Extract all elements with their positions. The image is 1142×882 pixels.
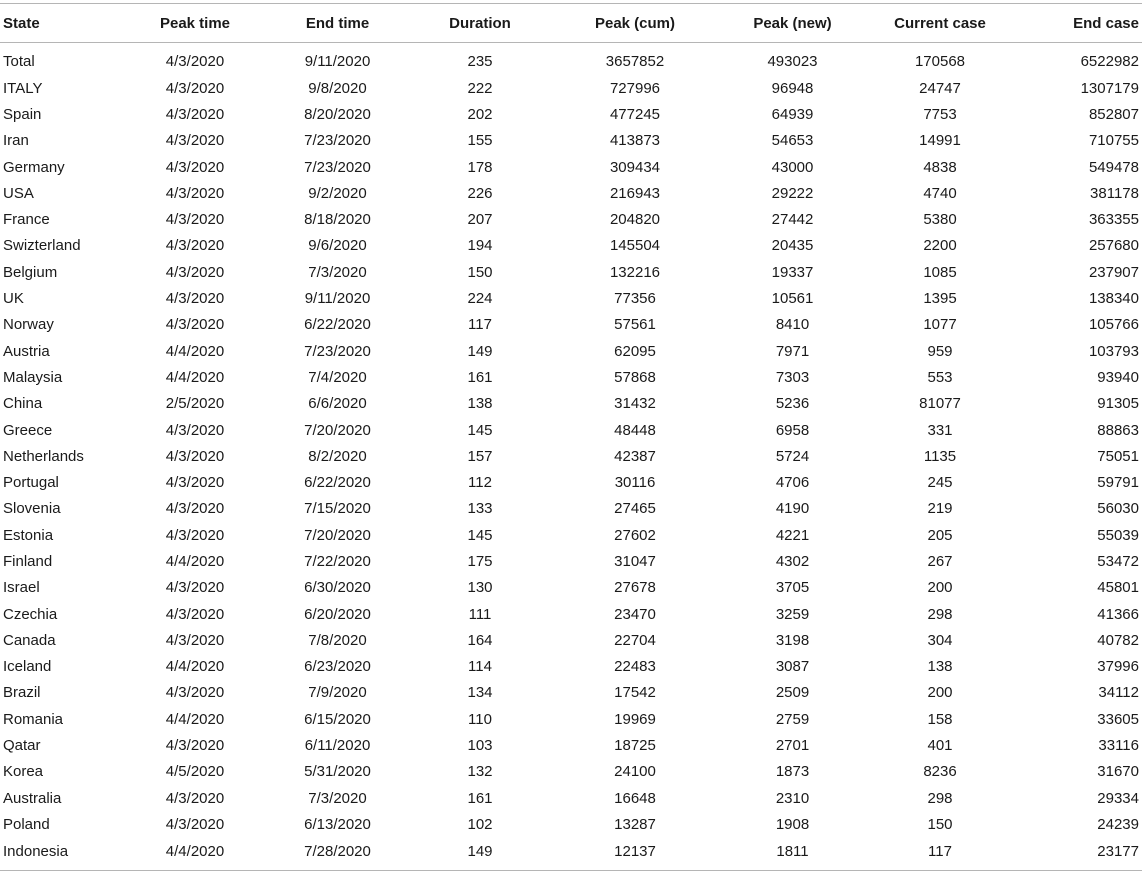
cell-peak-time: 4/3/2020 <box>165 237 225 255</box>
table-row <box>0 785 1142 811</box>
cell-end-time: 6/22/2020 <box>304 316 371 334</box>
cell-end-case: 45801 <box>1097 579 1139 597</box>
cell-peak-new: 64939 <box>771 105 814 123</box>
cell-peak-cum: 42387 <box>614 447 656 465</box>
table-row <box>0 443 1142 469</box>
cell-end-time: 8/2/2020 <box>308 447 367 465</box>
cell-current-case: 200 <box>927 684 953 702</box>
cell-current-case: 331 <box>927 421 953 439</box>
cell-duration: 175 <box>467 552 493 570</box>
cell-state: France <box>3 211 50 229</box>
cell-state: UK <box>3 290 24 308</box>
cell-peak-new: 4302 <box>775 552 810 570</box>
cell-end-time: 7/9/2020 <box>308 684 367 702</box>
cell-peak-time: 4/3/2020 <box>165 184 225 202</box>
cell-peak-time: 4/4/2020 <box>125 838 265 871</box>
table-row <box>0 75 1142 101</box>
cell-peak-new: 29222 <box>771 184 814 202</box>
header-duration: Duration <box>410 4 550 43</box>
cell-end-case: 23177 <box>1015 838 1142 871</box>
cell-current-case: 200 <box>927 579 953 597</box>
cell-peak-time: 4/4/2020 <box>165 710 225 728</box>
table-row <box>0 128 1142 154</box>
cell-peak-cum: 48448 <box>614 421 656 439</box>
cell-peak-new: 4190 <box>775 500 810 518</box>
cell-end-case: 549478 <box>1088 158 1139 176</box>
cell-state: Slovenia <box>3 500 61 518</box>
table-row <box>0 364 1142 390</box>
cell-duration: 134 <box>467 684 493 702</box>
cell-current-case: 2200 <box>923 237 957 255</box>
cell-peak-cum: 57868 <box>614 368 656 386</box>
cell-peak-new: 10561 <box>771 290 814 308</box>
covid-peak-table <box>0 3 1142 871</box>
cell-peak-time: 4/3/2020 <box>165 605 225 623</box>
cell-peak-time: 4/3/2020 <box>165 474 225 492</box>
cell-peak-cum: 31047 <box>614 552 656 570</box>
cell-end-time: 7/3/2020 <box>308 789 367 807</box>
cell-peak-cum: 16648 <box>614 789 656 807</box>
table-row <box>0 391 1142 417</box>
cell-state: Qatar <box>3 737 41 755</box>
cell-current-case: 170568 <box>914 52 966 70</box>
cell-state: Germany <box>3 158 65 176</box>
cell-duration: 157 <box>467 447 493 465</box>
cell-current-case: 1077 <box>923 316 957 334</box>
cell-end-case: 31670 <box>1097 763 1139 781</box>
cell-current-case: 4740 <box>923 184 957 202</box>
cell-peak-time: 4/3/2020 <box>165 158 225 176</box>
header-current-case: Current case <box>865 4 1015 43</box>
cell-peak-new: 2509 <box>775 684 810 702</box>
cell-current-case: 1085 <box>923 263 957 281</box>
cell-current-case: 959 <box>927 342 953 360</box>
cell-state: Canada <box>3 631 56 649</box>
cell-duration: 224 <box>467 290 493 308</box>
cell-peak-new: 7971 <box>775 342 810 360</box>
cell-end-case: 53472 <box>1097 552 1139 570</box>
cell-state: Brazil <box>3 684 41 702</box>
cell-peak-cum: 13287 <box>614 815 656 833</box>
table-row <box>0 838 1142 871</box>
cell-peak-new: 4221 <box>775 526 810 544</box>
cell-duration: 161 <box>467 789 493 807</box>
cell-end-time: 8/18/2020 <box>304 211 371 229</box>
table-row <box>0 338 1142 364</box>
cell-state: Spain <box>3 105 42 123</box>
cell-end-time: 7/23/2020 <box>304 158 371 176</box>
cell-end-case: 59791 <box>1097 474 1139 492</box>
cell-end-time: 7/28/2020 <box>265 838 410 871</box>
cell-end-time: 6/15/2020 <box>304 710 371 728</box>
cell-peak-cum: 216943 <box>609 184 661 202</box>
cell-end-time: 7/15/2020 <box>304 500 371 518</box>
cell-peak-time: 4/3/2020 <box>165 421 225 439</box>
table-row <box>0 469 1142 495</box>
cell-duration: 114 <box>468 658 492 676</box>
cell-end-case: 75051 <box>1097 447 1139 465</box>
cell-peak-cum: 23470 <box>614 605 656 623</box>
cell-peak-cum: 62095 <box>614 342 656 360</box>
table-row <box>0 206 1142 232</box>
cell-state: Portugal <box>3 474 59 492</box>
cell-peak-new: 27442 <box>771 211 814 229</box>
cell-peak-time: 4/4/2020 <box>165 368 225 386</box>
cell-peak-cum: 18725 <box>614 737 656 755</box>
cell-peak-time: 4/3/2020 <box>165 211 225 229</box>
cell-current-case: 150 <box>927 815 953 833</box>
cell-state: Korea <box>3 763 44 781</box>
cell-peak-new: 43000 <box>771 158 814 176</box>
cell-duration: 130 <box>467 579 493 597</box>
table-row <box>0 522 1142 548</box>
cell-state: Belgium <box>3 263 58 281</box>
cell-peak-new: 493023 <box>767 52 818 70</box>
cell-peak-cum: 57561 <box>614 316 656 334</box>
cell-peak-new: 3259 <box>775 605 810 623</box>
cell-end-time: 7/8/2020 <box>308 631 367 649</box>
cell-state: Czechia <box>3 605 58 623</box>
cell-duration: 155 <box>467 132 493 150</box>
cell-peak-time: 4/3/2020 <box>165 263 225 281</box>
header-end-time: End time <box>265 4 410 43</box>
cell-end-case: 29334 <box>1097 789 1139 807</box>
cell-state: Indonesia <box>0 838 125 871</box>
cell-peak-cum: 24100 <box>614 763 656 781</box>
cell-current-case: 401 <box>927 737 953 755</box>
cell-end-time: 7/22/2020 <box>304 552 371 570</box>
cell-state: Australia <box>3 789 62 807</box>
cell-peak-time: 4/4/2020 <box>165 658 225 676</box>
cell-end-case: 1307179 <box>1080 79 1139 97</box>
header-state: State <box>0 4 125 43</box>
cell-peak-new: 8410 <box>775 316 810 334</box>
cell-end-time: 9/8/2020 <box>308 79 367 97</box>
table-row <box>0 154 1142 180</box>
cell-state: Swizterland <box>3 237 81 255</box>
cell-end-time: 5/31/2020 <box>304 763 371 781</box>
cell-duration: 161 <box>467 368 493 386</box>
cell-duration: 110 <box>468 710 492 728</box>
cell-peak-cum: 12137 <box>550 838 720 871</box>
cell-peak-time: 4/5/2020 <box>165 763 225 781</box>
cell-state: China <box>3 395 43 413</box>
cell-peak-new: 5236 <box>775 395 810 413</box>
cell-current-case: 4838 <box>923 158 957 176</box>
table-body <box>0 43 1142 871</box>
cell-peak-cum: 132216 <box>609 263 661 281</box>
cell-peak-new: 7303 <box>775 368 810 386</box>
cell-peak-time: 4/3/2020 <box>165 684 225 702</box>
cell-duration: 222 <box>467 79 493 97</box>
cell-peak-new: 1811 <box>720 838 865 871</box>
cell-current-case: 14991 <box>919 132 961 150</box>
cell-peak-new: 3198 <box>775 631 810 649</box>
cell-state: Romania <box>3 710 64 728</box>
cell-end-time: 7/23/2020 <box>304 342 371 360</box>
table-row <box>0 548 1142 574</box>
cell-peak-time: 4/3/2020 <box>165 789 225 807</box>
cell-duration: 149 <box>467 342 493 360</box>
cell-duration: 132 <box>467 763 493 781</box>
cell-current-case: 158 <box>927 710 953 728</box>
table-row <box>0 259 1142 285</box>
cell-state: Iceland <box>3 658 52 676</box>
cell-peak-cum: 17542 <box>614 684 656 702</box>
cell-end-case: 40782 <box>1097 631 1139 649</box>
cell-duration: 138 <box>467 395 493 413</box>
cell-peak-new: 54653 <box>771 132 814 150</box>
cell-peak-time: 4/3/2020 <box>165 631 225 649</box>
cell-peak-new: 5724 <box>775 447 810 465</box>
cell-end-case: 55039 <box>1097 526 1139 544</box>
table-header <box>0 4 1142 43</box>
cell-peak-new: 1908 <box>775 815 810 833</box>
cell-peak-new: 20435 <box>771 237 814 255</box>
cell-end-time: 6/20/2020 <box>304 605 371 623</box>
cell-peak-new: 4706 <box>775 474 810 492</box>
cell-state: USA <box>3 184 34 202</box>
cell-duration: 178 <box>467 158 493 176</box>
cell-end-case: 381178 <box>1090 184 1139 202</box>
cell-end-time: 6/23/2020 <box>304 658 371 676</box>
cell-duration: 235 <box>467 52 493 70</box>
cell-current-case: 138 <box>927 658 953 676</box>
cell-peak-cum: 413873 <box>609 132 661 150</box>
header-row <box>0 4 1142 43</box>
table-row <box>0 43 1142 76</box>
table-row <box>0 811 1142 837</box>
cell-end-case: 852807 <box>1088 105 1139 123</box>
cell-duration: 226 <box>467 184 493 202</box>
cell-end-case: 34112 <box>1098 684 1139 702</box>
cell-end-case: 710755 <box>1088 132 1139 150</box>
cell-duration: 164 <box>467 631 493 649</box>
cell-peak-cum: 204820 <box>609 211 661 229</box>
cell-peak-time: 4/3/2020 <box>165 52 225 70</box>
cell-current-case: 304 <box>927 631 953 649</box>
cell-end-case: 363355 <box>1088 211 1139 229</box>
cell-peak-cum: 22704 <box>614 631 656 649</box>
cell-peak-time: 2/5/2020 <box>165 395 225 413</box>
cell-end-case: 257680 <box>1088 237 1139 255</box>
cell-peak-time: 4/3/2020 <box>165 737 225 755</box>
cell-end-time: 9/6/2020 <box>308 237 367 255</box>
cell-current-case: 267 <box>927 552 953 570</box>
cell-end-time: 7/20/2020 <box>304 526 371 544</box>
cell-state: Poland <box>3 815 50 833</box>
cell-duration: 111 <box>468 605 492 623</box>
cell-end-case: 37996 <box>1097 658 1139 676</box>
table-row <box>0 706 1142 732</box>
cell-peak-cum: 727996 <box>609 79 661 97</box>
cell-current-case: 24747 <box>919 79 961 97</box>
cell-peak-time: 4/3/2020 <box>165 579 225 597</box>
cell-end-time: 6/30/2020 <box>304 579 371 597</box>
cell-peak-cum: 30116 <box>614 474 656 492</box>
cell-state: Finland <box>3 552 53 570</box>
cell-peak-time: 4/3/2020 <box>165 132 225 150</box>
cell-end-case: 56030 <box>1097 500 1139 518</box>
table-row <box>0 285 1142 311</box>
cell-end-case: 105766 <box>1088 316 1139 334</box>
cell-end-time: 7/23/2020 <box>304 132 371 150</box>
cell-duration: 194 <box>467 237 493 255</box>
cell-peak-time: 4/4/2020 <box>165 552 225 570</box>
cell-current-case: 298 <box>927 605 953 623</box>
cell-peak-cum: 3657852 <box>605 52 665 70</box>
cell-duration: 149 <box>410 838 550 871</box>
cell-end-case: 41366 <box>1097 605 1139 623</box>
cell-peak-time: 4/4/2020 <box>165 342 225 360</box>
cell-end-time: 6/6/2020 <box>308 395 367 413</box>
cell-peak-time: 4/3/2020 <box>165 316 225 334</box>
cell-peak-time: 4/3/2020 <box>165 526 225 544</box>
cell-state: Netherlands <box>3 447 84 465</box>
cell-peak-time: 4/3/2020 <box>165 447 225 465</box>
cell-duration: 150 <box>467 263 493 281</box>
cell-state: Norway <box>3 316 54 334</box>
cell-end-case: 24239 <box>1097 815 1139 833</box>
table-row <box>0 417 1142 443</box>
cell-state: Greece <box>3 421 53 439</box>
cell-end-time: 9/11/2020 <box>304 290 371 308</box>
cell-peak-cum: 145504 <box>609 237 661 255</box>
cell-end-time: 8/20/2020 <box>304 105 371 123</box>
cell-current-case: 8236 <box>923 763 957 781</box>
cell-state: Iran <box>3 132 29 150</box>
cell-end-case: 91305 <box>1097 395 1139 413</box>
table-row <box>0 627 1142 653</box>
cell-peak-new: 2701 <box>775 737 810 755</box>
cell-state: Estonia <box>3 526 54 544</box>
cell-current-case: 219 <box>927 500 953 518</box>
cell-peak-new: 19337 <box>771 263 814 281</box>
cell-duration: 102 <box>467 815 493 833</box>
cell-end-time: 7/4/2020 <box>308 368 367 386</box>
cell-peak-new: 6958 <box>775 421 810 439</box>
cell-end-time: 7/20/2020 <box>304 421 371 439</box>
table-row <box>0 101 1142 127</box>
cell-end-time: 6/11/2020 <box>304 737 371 755</box>
table-row <box>0 654 1142 680</box>
cell-state: Malaysia <box>3 368 63 386</box>
cell-state: Total <box>3 52 35 70</box>
table-row <box>0 601 1142 627</box>
cell-peak-new: 2310 <box>775 789 810 807</box>
cell-peak-cum: 27602 <box>614 526 656 544</box>
cell-peak-cum: 309434 <box>609 158 661 176</box>
cell-duration: 133 <box>467 500 493 518</box>
cell-end-case: 33116 <box>1098 737 1139 755</box>
cell-current-case: 7753 <box>923 105 957 123</box>
table-row <box>0 312 1142 338</box>
table-row <box>0 680 1142 706</box>
cell-end-case: 88863 <box>1097 421 1139 439</box>
header-peak-new: Peak (new) <box>720 4 865 43</box>
table-row <box>0 180 1142 206</box>
cell-duration: 103 <box>467 737 493 755</box>
table-row <box>0 575 1142 601</box>
cell-end-case: 93940 <box>1097 368 1139 386</box>
cell-current-case: 1395 <box>923 290 957 308</box>
cell-state: Austria <box>3 342 50 360</box>
cell-end-case: 103793 <box>1088 342 1139 360</box>
cell-duration: 207 <box>467 211 493 229</box>
cell-peak-time: 4/3/2020 <box>165 500 225 518</box>
cell-duration: 117 <box>468 316 492 334</box>
cell-duration: 145 <box>467 421 493 439</box>
cell-current-case: 298 <box>927 789 953 807</box>
table-row <box>0 496 1142 522</box>
cell-peak-cum: 19969 <box>614 710 656 728</box>
header-peak-cum: Peak (cum) <box>550 4 720 43</box>
cell-current-case: 245 <box>927 474 953 492</box>
cell-peak-cum: 27678 <box>614 579 656 597</box>
cell-peak-new: 96948 <box>771 79 814 97</box>
cell-end-case: 138340 <box>1088 290 1139 308</box>
cell-state: ITALY <box>3 79 43 97</box>
table-row <box>0 233 1142 259</box>
cell-peak-new: 2759 <box>775 710 810 728</box>
cell-duration: 112 <box>468 474 492 492</box>
cell-end-case: 237907 <box>1088 263 1139 281</box>
cell-peak-cum: 22483 <box>614 658 656 676</box>
header-peak-time: Peak time <box>125 4 265 43</box>
header-end-case: End case <box>1015 4 1142 43</box>
cell-peak-cum: 31432 <box>614 395 656 413</box>
cell-end-time: 6/22/2020 <box>304 474 371 492</box>
cell-current-case: 1135 <box>923 447 957 465</box>
cell-peak-new: 1873 <box>775 763 810 781</box>
table-row <box>0 732 1142 758</box>
cell-end-time: 7/3/2020 <box>308 263 367 281</box>
cell-peak-cum: 27465 <box>614 500 656 518</box>
cell-peak-cum: 477245 <box>609 105 661 123</box>
cell-current-case: 81077 <box>919 395 961 413</box>
cell-end-time: 6/13/2020 <box>304 815 371 833</box>
cell-current-case: 117 <box>865 838 1015 871</box>
cell-end-time: 9/2/2020 <box>308 184 367 202</box>
cell-end-time: 9/11/2020 <box>304 52 371 70</box>
cell-peak-time: 4/3/2020 <box>165 815 225 833</box>
table-row <box>0 759 1142 785</box>
cell-current-case: 553 <box>927 368 953 386</box>
cell-peak-new: 3087 <box>775 658 810 676</box>
data-table-container <box>0 3 1142 871</box>
cell-end-case: 6522982 <box>1080 52 1139 70</box>
cell-peak-time: 4/3/2020 <box>165 105 225 123</box>
cell-peak-new: 3705 <box>775 579 810 597</box>
cell-duration: 202 <box>467 105 493 123</box>
cell-current-case: 205 <box>927 526 953 544</box>
cell-peak-time: 4/3/2020 <box>165 79 225 97</box>
cell-peak-cum: 77356 <box>614 290 656 308</box>
cell-peak-time: 4/3/2020 <box>165 290 225 308</box>
cell-current-case: 5380 <box>923 211 957 229</box>
cell-duration: 145 <box>467 526 493 544</box>
cell-state: Israel <box>3 579 40 597</box>
cell-end-case: 33605 <box>1097 710 1139 728</box>
